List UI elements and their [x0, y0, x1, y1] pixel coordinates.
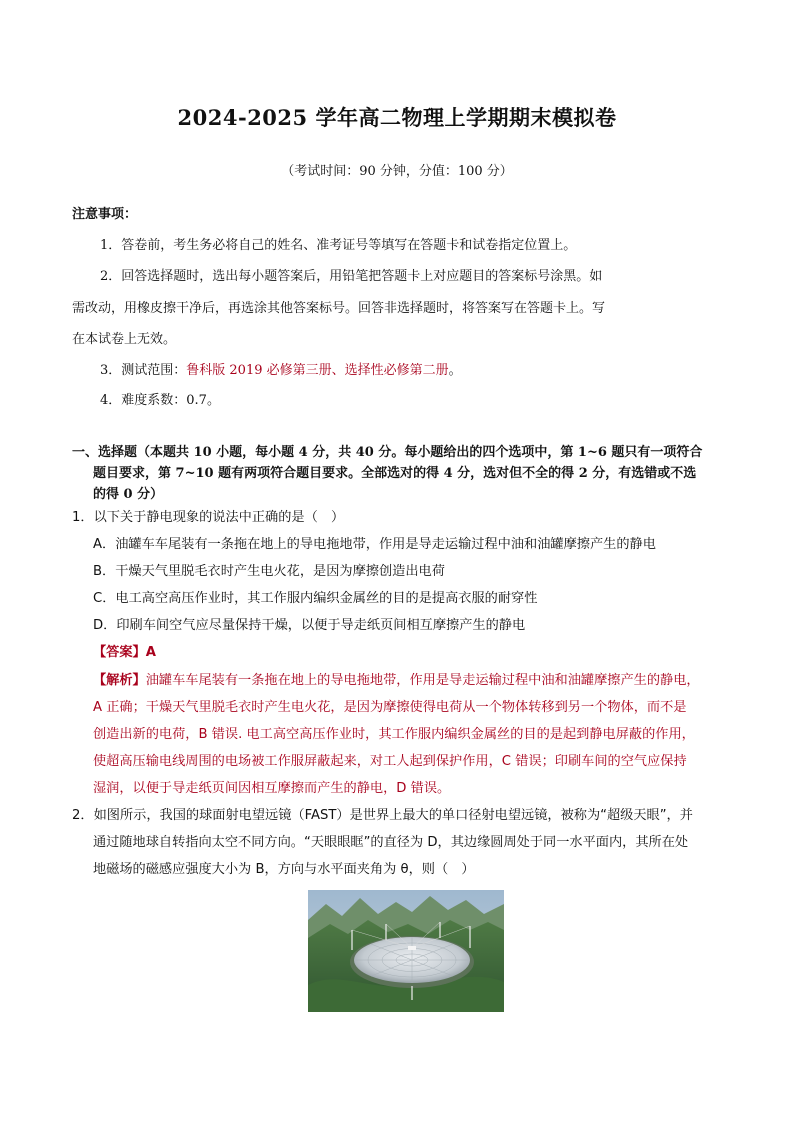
question-2-line-2: 通过随地球自转指向太空不同方向。“天眼眼眶”的直径为 D，其边缘圆周处于同一水平面内，其所在处	[93, 835, 689, 850]
notes-item-4: 4．难度系数：0.7。	[100, 393, 220, 408]
notes-item-1: 1．答卷前，考生务必将自己的姓名、准考证号等填写在答题卡和试卷指定位置上。	[100, 238, 577, 253]
test-scope: 鲁科版 2019 必修第三册、选择性必修第二册	[186, 363, 449, 378]
question-2-line-3: 地磁场的磁感应强度大小为 B，方向与水平面夹角为 θ，则（ ）	[93, 862, 475, 877]
section-1-heading-line-1: 一、选择题（本题共 10 小题，每小题 4 分，共 40 分。每小题给出的四个选项中，第 1~6 题只有一项符合	[72, 445, 703, 460]
answer-value: A	[145, 645, 156, 660]
exam-info-subtitle: （考试时间：90 分钟，分值：100 分）	[281, 164, 513, 179]
question-1-option-c: C．电工高空高压作业时，其工作服内编织金属丝的目的是提高衣服的耐穿性	[93, 591, 538, 606]
notes-item-2-line-1: 2．回答选择题时，选出每小题答案后，用铅笔把答题卡上对应题目的答案标号涂黑。如	[100, 269, 603, 284]
answer-label: 【答案】	[93, 645, 146, 660]
question-1-option-d: D．印刷车间空气应尽量保持干燥，以便于导走纸页间相互摩擦产生的静电	[93, 618, 526, 633]
notes-item-3-suffix: 。	[448, 363, 462, 378]
question-1-stem: 1．以下关于静电现象的说法中正确的是（ ）	[72, 510, 345, 525]
question-1-analysis-line-2: A 正确；干燥天气里脱毛衣时产生电火花，是因为摩擦使得电荷从一个物体转移到另一个物体，而不是	[93, 700, 687, 715]
section-1-heading-line-3: 的得 0 分）	[93, 487, 164, 502]
question-1-analysis-line-1	[93, 672, 700, 690]
page-title: 2024-2025 学年高二物理上学期期末模拟卷	[177, 105, 617, 130]
analysis-label: 【解析】	[93, 673, 146, 688]
notes-item-3	[100, 362, 462, 380]
notes-item-2-line-3: 在本试卷上无效。	[72, 332, 177, 347]
question-1-analysis-line-4: 使超高压输电线周围的电场被工作服屏蔽起来，对工人起到保护作用，C 错误；印刷车间的空气应保持	[93, 754, 687, 769]
notes-item-2-line-2: 需改动，用橡皮擦干净后，再选涂其他答案标号。回答非选择题时，将答案写在答题卡上。写	[72, 301, 606, 316]
question-1-analysis-line-5: 湿润，以便于导走纸页间因相互摩擦而产生的静电，D 错误。	[93, 781, 451, 796]
question-1-option-b: B．干燥天气里脱毛衣时产生电火花，是因为摩擦创造出电荷	[93, 564, 445, 579]
question-1-option-a: A．油罐车车尾装有一条拖在地上的导电拖地带，作用是导走运输过程中油和油罐摩擦产生的静电	[93, 537, 656, 552]
analysis-text-1: 油罐车车尾装有一条拖在地上的导电拖地带，作用是导走运输过程中油和油罐摩擦产生的静电，	[145, 673, 700, 688]
fast-telescope-photo	[308, 890, 504, 1012]
question-1-analysis-line-3: 创造出新的电荷，B 错误. 电工高空高压作业时，其工作服内编织金属丝的目的是起到静电屏蔽的作用，	[93, 727, 695, 742]
question-2-line-1: 2．如图所示，我国的球面射电望远镜（FAST）是世界上最大的单口径射电望远镜，被称为“超级天眼”，并	[72, 808, 693, 823]
notes-item-3-prefix: 3．测试范围：	[100, 363, 187, 378]
notes-heading: 注意事项：	[72, 207, 138, 222]
question-1-answer	[93, 644, 156, 662]
section-1-heading-line-2: 题目要求，第 7~10 题有两项符合题目要求。全部选对的得 4 分，选对但不全的得 2 分，有选错或不选	[93, 466, 697, 481]
